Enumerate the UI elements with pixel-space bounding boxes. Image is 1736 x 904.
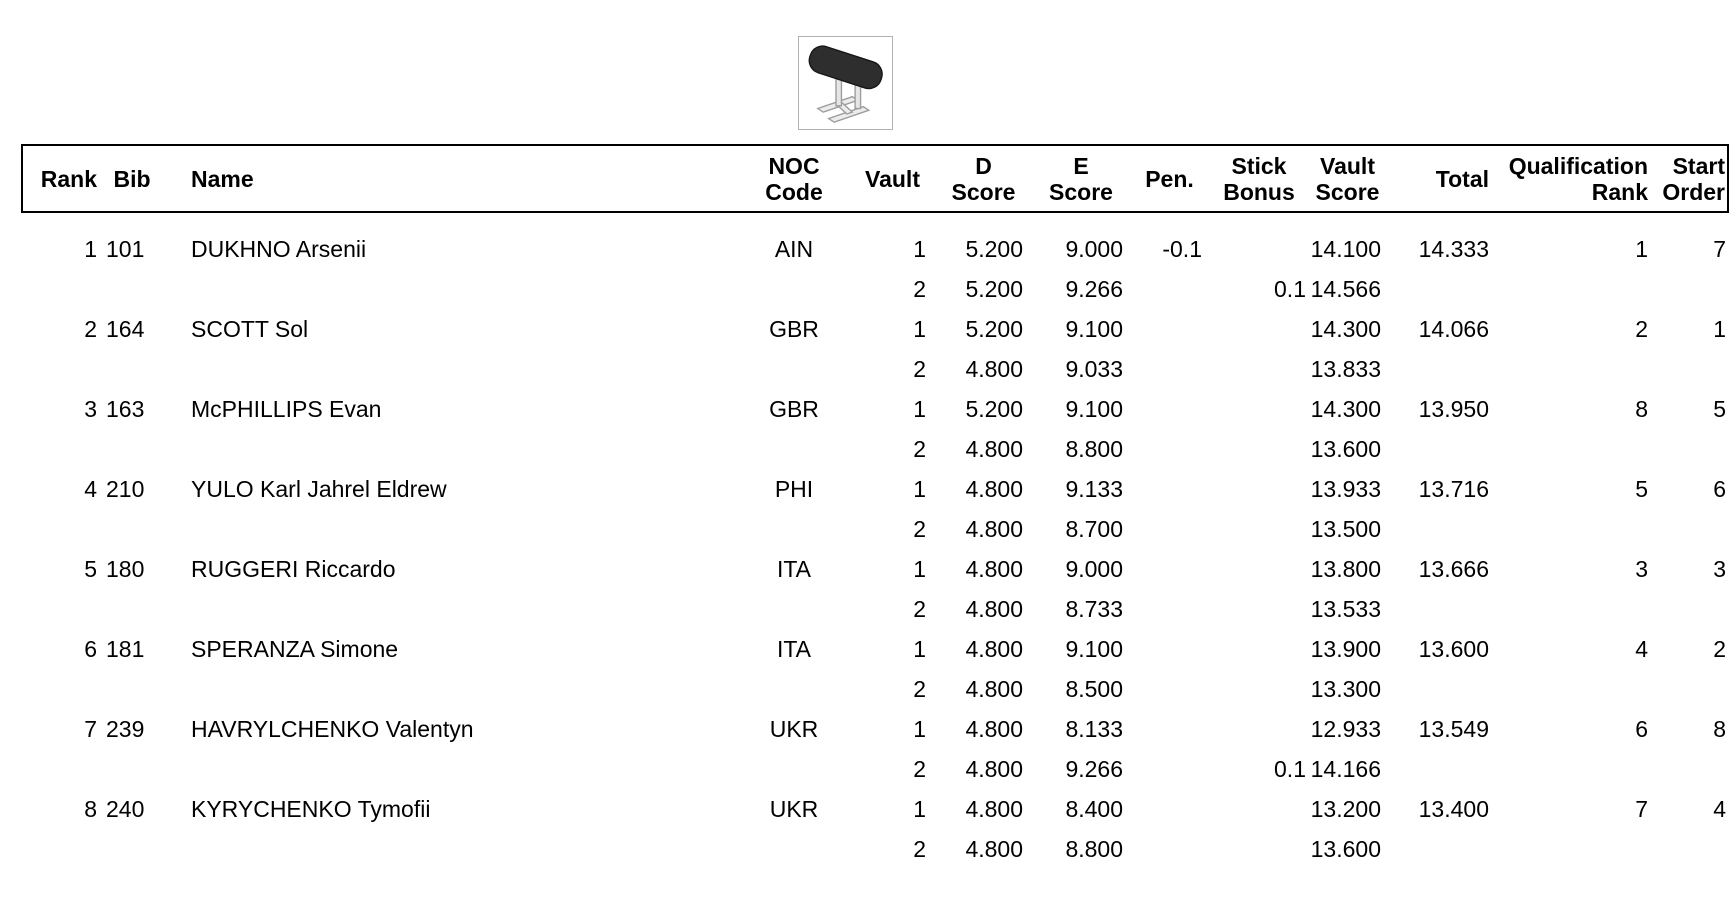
pen-cell	[1131, 549, 1208, 589]
header-gap	[22, 212, 1728, 229]
total-cell: 13.950	[1418, 395, 1489, 422]
vault-cell: 1	[913, 635, 926, 662]
vault-apparatus-icon	[798, 36, 893, 130]
start-order-cell: 7	[1713, 235, 1726, 262]
stick-bonus-cell	[1208, 389, 1310, 429]
vault-score-cell: 13.600	[1310, 435, 1381, 462]
column-header-start-order: Start Order	[1652, 145, 1728, 212]
d-score-cell: 5.200	[965, 395, 1023, 422]
result-row	[22, 549, 1728, 589]
result-row	[22, 509, 1728, 549]
bib-cell: 163	[106, 395, 145, 422]
name-cell: YULO Karl Jahrel Eldrew	[191, 475, 447, 502]
name-cell: SPERANZA Simone	[191, 635, 399, 662]
start-order-cell: 1	[1713, 315, 1726, 342]
vault-score-cell: 13.533	[1310, 595, 1381, 622]
stick-bonus-cell	[1208, 309, 1310, 349]
vault-table-icon	[805, 42, 887, 124]
d-score-cell: 4.800	[965, 635, 1023, 662]
vault-score-cell: 14.566	[1310, 275, 1381, 302]
bib-cell	[101, 429, 163, 469]
stick-bonus-cell	[1208, 509, 1310, 549]
result-row	[22, 389, 1728, 429]
start-order-cell	[1652, 749, 1728, 789]
results-table-body	[22, 212, 1728, 869]
stick-bonus-cell	[1208, 829, 1310, 869]
vault-score-cell: 13.933	[1310, 475, 1381, 502]
qualification-rank-cell	[1493, 829, 1652, 869]
rank-cell: 3	[84, 395, 97, 422]
vault-cell: 1	[913, 315, 926, 342]
name-cell	[163, 509, 739, 549]
stick-bonus-cell	[1208, 349, 1310, 389]
qualification-rank-cell: 7	[1635, 795, 1648, 822]
vault-cell: 2	[913, 755, 926, 782]
name-cell	[163, 429, 739, 469]
rank-cell	[22, 749, 101, 789]
pen-cell	[1131, 829, 1208, 869]
rank-cell	[22, 589, 101, 629]
name-cell	[163, 589, 739, 629]
column-header-vault: Vault	[849, 145, 936, 212]
vault-score-cell: 13.300	[1310, 675, 1381, 702]
d-score-cell: 4.800	[965, 515, 1023, 542]
rank-cell	[22, 669, 101, 709]
bib-cell: 101	[106, 235, 145, 262]
rank-cell	[22, 829, 101, 869]
name-cell	[163, 349, 739, 389]
noc-cell: UKR	[769, 795, 819, 822]
pen-cell	[1131, 269, 1208, 309]
e-score-cell: 8.500	[1065, 675, 1123, 702]
start-order-cell: 8	[1713, 715, 1726, 742]
qualification-rank-cell: 3	[1635, 555, 1648, 582]
stick-bonus-cell: 0.1	[1274, 755, 1306, 782]
noc-cell: UKR	[769, 715, 819, 742]
stick-bonus-cell	[1208, 629, 1310, 669]
start-order-cell: 3	[1713, 555, 1726, 582]
start-order-cell: 4	[1713, 795, 1726, 822]
start-order-cell	[1652, 829, 1728, 869]
noc-cell	[739, 749, 849, 789]
vault-cell: 2	[913, 275, 926, 302]
d-score-cell: 4.800	[965, 355, 1023, 382]
vault-cell: 2	[913, 515, 926, 542]
rank-cell	[22, 429, 101, 469]
column-header-name: Name	[163, 145, 739, 212]
qualification-rank-cell	[1493, 749, 1652, 789]
vault-score-cell: 14.300	[1310, 395, 1381, 422]
start-order-cell	[1652, 509, 1728, 549]
e-score-cell: 8.700	[1065, 515, 1123, 542]
stick-bonus-cell	[1208, 789, 1310, 829]
d-score-cell: 4.800	[965, 755, 1023, 782]
qualification-rank-cell: 4	[1635, 635, 1648, 662]
column-header-e-score: E Score	[1031, 145, 1131, 212]
vault-results-table	[21, 144, 1729, 869]
vault-cell: 2	[913, 835, 926, 862]
total-cell: 13.549	[1418, 715, 1489, 742]
e-score-cell: 8.400	[1065, 795, 1123, 822]
column-header-stick-bonus: Stick Bonus	[1208, 145, 1310, 212]
vault-score-cell: 13.500	[1310, 515, 1381, 542]
name-cell: McPHILLIPS Evan	[191, 395, 382, 422]
noc-cell: GBR	[769, 315, 819, 342]
bib-cell	[101, 589, 163, 629]
column-header-total: Total	[1385, 145, 1493, 212]
qualification-rank-cell	[1493, 589, 1652, 629]
qualification-rank-cell	[1493, 509, 1652, 549]
noc-cell	[739, 829, 849, 869]
noc-cell: AIN	[774, 235, 814, 262]
pen-cell	[1131, 629, 1208, 669]
bib-cell	[101, 269, 163, 309]
stick-bonus-cell	[1208, 429, 1310, 469]
start-order-cell	[1652, 669, 1728, 709]
start-order-cell: 2	[1713, 635, 1726, 662]
qualification-rank-cell: 6	[1635, 715, 1648, 742]
name-cell: HAVRYLCHENKO Valentyn	[191, 715, 474, 742]
total-cell: 13.666	[1418, 555, 1489, 582]
vault-score-cell: 13.900	[1310, 635, 1381, 662]
result-row	[22, 309, 1728, 349]
e-score-cell: 9.100	[1065, 635, 1123, 662]
stick-bonus-cell	[1208, 549, 1310, 589]
bib-cell: 181	[106, 635, 145, 662]
bib-cell	[101, 669, 163, 709]
d-score-cell: 4.800	[965, 595, 1023, 622]
e-score-cell: 9.033	[1065, 355, 1123, 382]
bib-cell: 180	[106, 555, 145, 582]
noc-cell: ITA	[776, 555, 812, 582]
noc-cell	[739, 509, 849, 549]
vault-cell: 1	[913, 235, 926, 262]
bib-cell	[101, 509, 163, 549]
rank-cell: 5	[84, 555, 97, 582]
e-score-cell: 9.000	[1065, 555, 1123, 582]
d-score-cell: 5.200	[965, 235, 1023, 262]
result-row	[22, 789, 1728, 829]
vault-cell: 1	[913, 475, 926, 502]
total-cell	[1385, 269, 1493, 309]
e-score-cell: 9.100	[1065, 395, 1123, 422]
bib-cell: 239	[106, 715, 145, 742]
bib-cell: 164	[106, 315, 145, 342]
vault-score-cell: 13.200	[1310, 795, 1381, 822]
rank-cell: 4	[84, 475, 97, 502]
result-row	[22, 229, 1728, 269]
total-cell: 13.400	[1418, 795, 1489, 822]
total-cell: 14.333	[1418, 235, 1489, 262]
rank-cell	[22, 509, 101, 549]
stick-bonus-cell: 0.1	[1274, 275, 1306, 302]
total-cell	[1385, 589, 1493, 629]
stick-bonus-cell	[1208, 669, 1310, 709]
rank-cell	[22, 269, 101, 309]
results-table-header	[22, 145, 1728, 212]
pen-cell	[1131, 589, 1208, 629]
vault-score-cell: 13.600	[1310, 835, 1381, 862]
result-row	[22, 709, 1728, 749]
name-cell: DUKHNO Arsenii	[191, 235, 367, 262]
start-order-cell: 6	[1713, 475, 1726, 502]
name-cell	[163, 269, 739, 309]
stick-bonus-cell	[1208, 229, 1310, 269]
total-cell	[1385, 349, 1493, 389]
e-score-cell: 8.800	[1065, 435, 1123, 462]
d-score-cell: 4.800	[965, 475, 1023, 502]
total-cell: 13.716	[1418, 475, 1489, 502]
name-cell	[163, 829, 739, 869]
qualification-rank-cell: 5	[1635, 475, 1648, 502]
column-header-noc: NOC Code	[739, 145, 849, 212]
noc-cell	[739, 429, 849, 469]
vault-cell: 2	[913, 355, 926, 382]
vault-cell: 2	[913, 435, 926, 462]
d-score-cell: 4.800	[965, 715, 1023, 742]
total-cell	[1385, 829, 1493, 869]
start-order-cell	[1652, 589, 1728, 629]
name-cell: RUGGERI Riccardo	[191, 555, 396, 582]
pen-cell	[1131, 429, 1208, 469]
vault-score-cell: 14.100	[1310, 235, 1381, 262]
noc-cell: GBR	[769, 395, 819, 422]
name-cell	[163, 669, 739, 709]
d-score-cell: 4.800	[965, 795, 1023, 822]
start-order-cell	[1652, 269, 1728, 309]
pen-cell	[1131, 749, 1208, 789]
total-cell: 13.600	[1418, 635, 1489, 662]
name-cell: SCOTT Sol	[191, 315, 309, 342]
vault-cell: 1	[913, 555, 926, 582]
e-score-cell: 9.100	[1065, 315, 1123, 342]
stick-bonus-cell	[1208, 709, 1310, 749]
pen-cell	[1131, 349, 1208, 389]
vault-cell: 1	[913, 395, 926, 422]
qualification-rank-cell	[1493, 669, 1652, 709]
e-score-cell: 9.266	[1065, 755, 1123, 782]
qualification-rank-cell	[1493, 429, 1652, 469]
vault-cell: 1	[913, 795, 926, 822]
pen-cell	[1131, 469, 1208, 509]
result-row	[22, 629, 1728, 669]
pen-cell	[1131, 789, 1208, 829]
header-row	[22, 145, 1728, 212]
qualification-rank-cell: 1	[1635, 235, 1648, 262]
rank-cell	[22, 349, 101, 389]
column-header-vault-score: Vault Score	[1310, 145, 1385, 212]
pen-cell	[1131, 509, 1208, 549]
bib-cell	[101, 749, 163, 789]
pen-cell	[1131, 709, 1208, 749]
column-header-bib: Bib	[101, 145, 163, 212]
vault-score-cell: 14.300	[1310, 315, 1381, 342]
noc-cell	[739, 269, 849, 309]
d-score-cell: 5.200	[965, 315, 1023, 342]
vault-score-cell: 13.833	[1310, 355, 1381, 382]
e-score-cell: 9.000	[1065, 235, 1123, 262]
stick-bonus-cell	[1208, 469, 1310, 509]
bib-cell	[101, 349, 163, 389]
start-order-cell	[1652, 429, 1728, 469]
d-score-cell: 4.800	[965, 555, 1023, 582]
result-row	[22, 589, 1728, 629]
bib-cell: 240	[106, 795, 145, 822]
d-score-cell: 4.800	[965, 435, 1023, 462]
noc-cell	[739, 349, 849, 389]
total-cell: 14.066	[1418, 315, 1489, 342]
d-score-cell: 4.800	[965, 835, 1023, 862]
pen-cell	[1131, 669, 1208, 709]
qualification-rank-cell	[1493, 349, 1652, 389]
e-score-cell: 9.266	[1065, 275, 1123, 302]
e-score-cell: 8.133	[1065, 715, 1123, 742]
result-row	[22, 349, 1728, 389]
name-cell: KYRYCHENKO Tymofii	[191, 795, 431, 822]
column-header-qualification-rank: Qualification Rank	[1493, 145, 1652, 212]
total-cell	[1385, 669, 1493, 709]
noc-cell: ITA	[776, 635, 812, 662]
result-row	[22, 829, 1728, 869]
total-cell	[1385, 429, 1493, 469]
bib-cell	[101, 829, 163, 869]
vault-score-cell: 14.166	[1310, 755, 1381, 782]
total-cell	[1385, 509, 1493, 549]
result-row	[22, 429, 1728, 469]
vault-cell: 1	[913, 715, 926, 742]
rank-cell: 6	[84, 635, 97, 662]
vault-score-cell: 12.933	[1310, 715, 1381, 742]
result-row	[22, 269, 1728, 309]
vault-cell: 2	[913, 675, 926, 702]
e-score-cell: 9.133	[1065, 475, 1123, 502]
column-header-pen: Pen.	[1131, 145, 1208, 212]
result-row	[22, 749, 1728, 789]
bib-cell: 210	[106, 475, 145, 502]
qualification-rank-cell: 8	[1635, 395, 1648, 422]
pen-cell	[1131, 389, 1208, 429]
name-cell	[163, 749, 739, 789]
noc-cell: PHI	[774, 475, 814, 502]
e-score-cell: 8.800	[1065, 835, 1123, 862]
stick-bonus-cell	[1208, 589, 1310, 629]
rank-cell: 8	[84, 795, 97, 822]
noc-cell	[739, 589, 849, 629]
start-order-cell: 5	[1713, 395, 1726, 422]
noc-cell	[739, 669, 849, 709]
total-cell	[1385, 749, 1493, 789]
qualification-rank-cell: 2	[1635, 315, 1648, 342]
column-header-d-score: D Score	[936, 145, 1031, 212]
column-header-rank: Rank	[22, 145, 101, 212]
vault-cell: 2	[913, 595, 926, 622]
pen-cell	[1131, 309, 1208, 349]
pen-cell: -0.1	[1162, 235, 1202, 262]
e-score-cell: 8.733	[1065, 595, 1123, 622]
vault-score-cell: 13.800	[1310, 555, 1381, 582]
qualification-rank-cell	[1493, 269, 1652, 309]
rank-cell: 1	[84, 235, 97, 262]
d-score-cell: 4.800	[965, 675, 1023, 702]
result-row	[22, 669, 1728, 709]
result-row	[22, 469, 1728, 509]
start-order-cell	[1652, 349, 1728, 389]
d-score-cell: 5.200	[965, 275, 1023, 302]
rank-cell: 7	[84, 715, 97, 742]
rank-cell: 2	[84, 315, 97, 342]
